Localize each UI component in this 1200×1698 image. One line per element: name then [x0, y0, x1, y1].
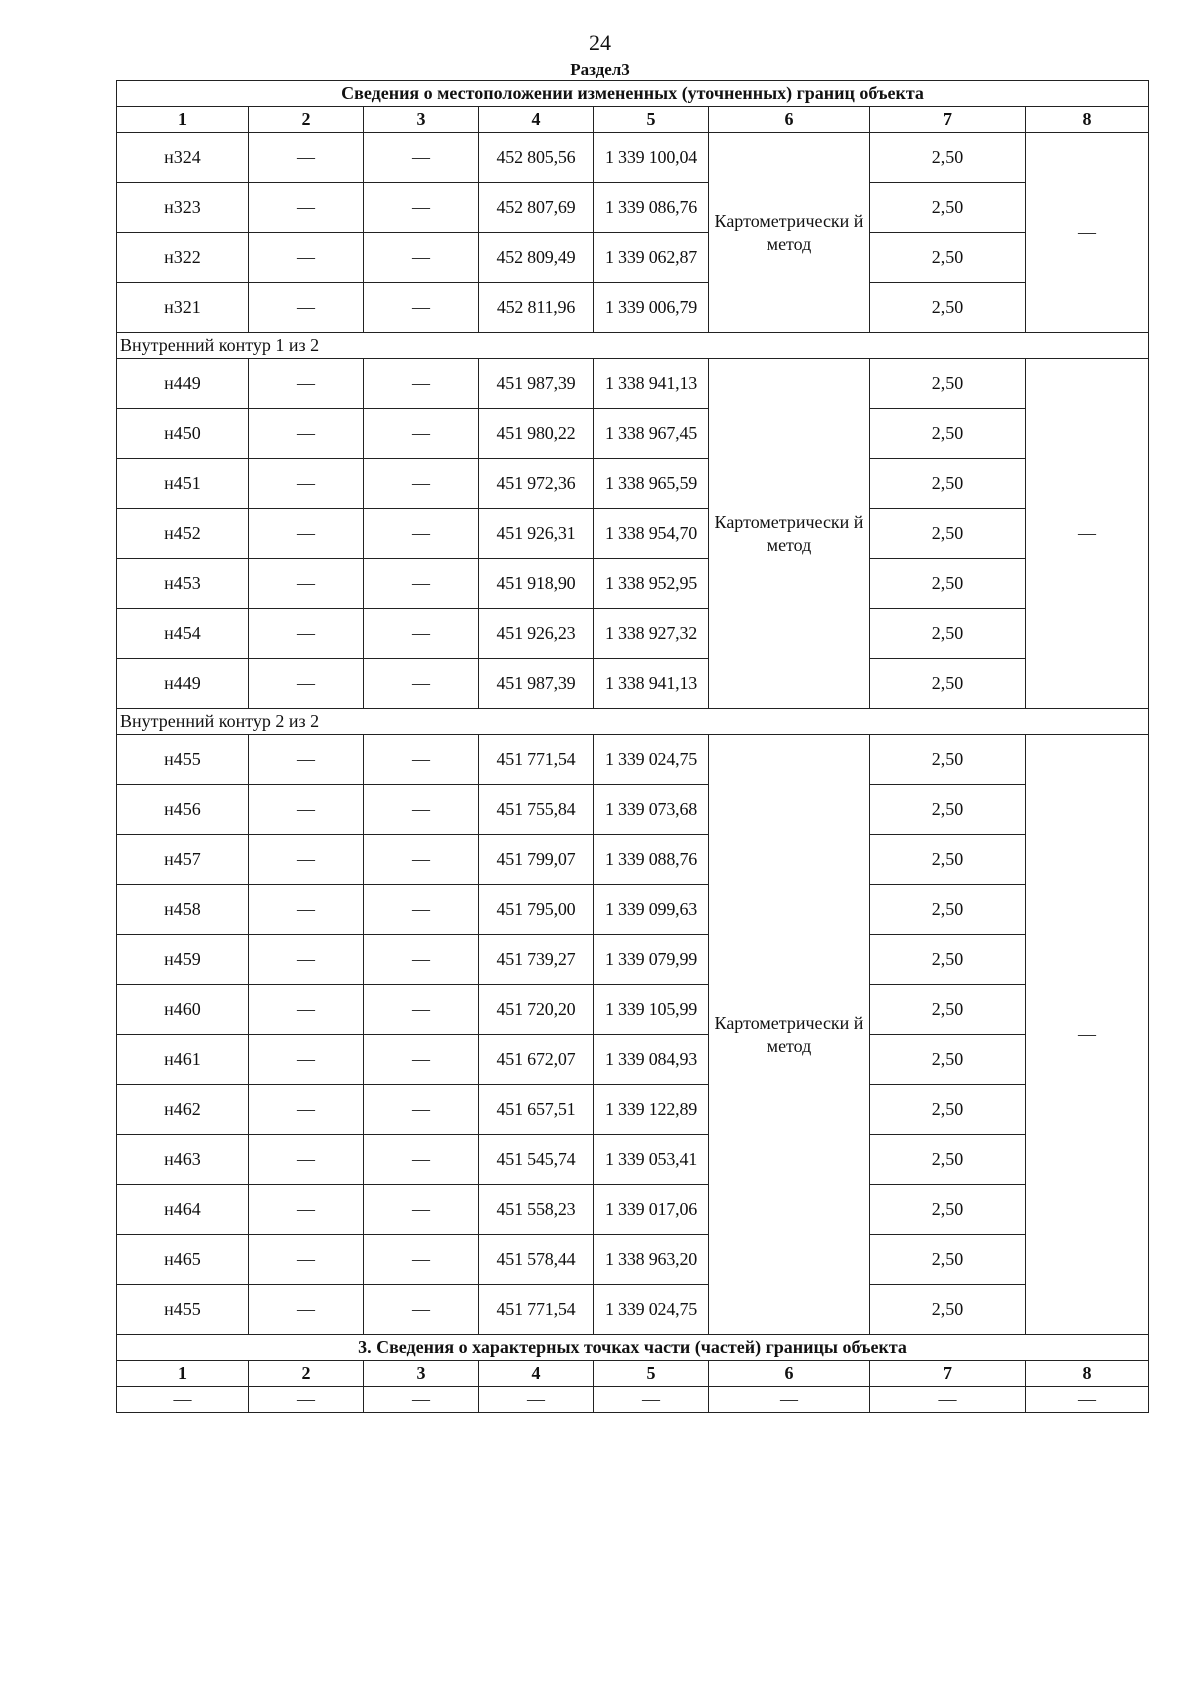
cell-dash: —	[364, 835, 479, 885]
coord-x: 451 755,84	[479, 785, 594, 835]
cell-dash: —	[249, 559, 364, 609]
coord-x: 452 809,49	[479, 233, 594, 283]
column-header: 6	[709, 1361, 870, 1387]
accuracy-value: 2,50	[870, 885, 1026, 935]
method-cell: Картометрически й метод	[709, 133, 870, 333]
column-header: 3	[364, 107, 479, 133]
coord-y: 1 339 024,75	[594, 735, 709, 785]
cell-dash: —	[709, 1387, 870, 1413]
coord-y: 1 338 967,45	[594, 409, 709, 459]
accuracy-value: 2,50	[870, 659, 1026, 709]
table-row	[117, 1185, 1149, 1235]
cell-dash: —	[364, 233, 479, 283]
point-name: н449	[117, 359, 249, 409]
cell-dash: —	[364, 735, 479, 785]
coord-y: 1 339 099,63	[594, 885, 709, 935]
section-title: Раздел3	[570, 60, 630, 79]
coord-y: 1 339 062,87	[594, 233, 709, 283]
cell-dash: —	[594, 1387, 709, 1413]
cell-dash: —	[364, 183, 479, 233]
cell-dash: —	[249, 359, 364, 409]
cell-dash: —	[870, 1387, 1026, 1413]
point-name: н463	[117, 1135, 249, 1185]
table-caption-row	[117, 81, 1149, 107]
coord-y: 1 339 084,93	[594, 1035, 709, 1085]
cell-dash: —	[364, 283, 479, 333]
accuracy-value: 2,50	[870, 1035, 1026, 1085]
table-row	[117, 785, 1149, 835]
coord-x: 451 578,44	[479, 1235, 594, 1285]
coord-y: 1 339 105,99	[594, 985, 709, 1035]
coord-y: 1 339 006,79	[594, 283, 709, 333]
table-row	[117, 659, 1149, 709]
cell-dash: —	[249, 459, 364, 509]
table-row	[117, 1135, 1149, 1185]
coord-y: 1 339 086,76	[594, 183, 709, 233]
coord-y: 1 339 079,99	[594, 935, 709, 985]
accuracy-value: 2,50	[870, 785, 1026, 835]
coord-y: 1 339 073,68	[594, 785, 709, 835]
accuracy-value: 2,50	[870, 133, 1026, 183]
cell-dash: —	[249, 233, 364, 283]
column-header: 6	[709, 107, 870, 133]
accuracy-value: 2,50	[870, 283, 1026, 333]
accuracy-value: 2,50	[870, 1135, 1026, 1185]
accuracy-value: 2,50	[870, 1185, 1026, 1235]
coord-y: 1 338 941,13	[594, 659, 709, 709]
point-name: н323	[117, 183, 249, 233]
coord-x: 451 926,23	[479, 609, 594, 659]
point-name: н452	[117, 509, 249, 559]
table-row	[117, 885, 1149, 935]
cell-dash: —	[249, 1387, 364, 1413]
accuracy-value: 2,50	[870, 609, 1026, 659]
point-name: н453	[117, 559, 249, 609]
column-header: 7	[870, 107, 1026, 133]
accuracy-value: 2,50	[870, 183, 1026, 233]
cell-dash: —	[364, 1235, 479, 1285]
coord-y: 1 338 941,13	[594, 359, 709, 409]
cell-dash: —	[364, 1387, 479, 1413]
point-name: н321	[117, 283, 249, 333]
coord-y: 1 338 952,95	[594, 559, 709, 609]
coord-y: 1 339 024,75	[594, 1285, 709, 1335]
accuracy-value: 2,50	[870, 559, 1026, 609]
accuracy-value: 2,50	[870, 1285, 1026, 1335]
coord-y: 1 339 053,41	[594, 1135, 709, 1185]
contour-label: Внутренний контур 1 из 2	[117, 333, 1149, 359]
point-name: н449	[117, 659, 249, 709]
accuracy-value: 2,50	[870, 835, 1026, 885]
column-header: 1	[117, 1361, 249, 1387]
coord-x: 451 980,22	[479, 409, 594, 459]
cell-dash: —	[364, 1085, 479, 1135]
section3-caption: 3. Сведения о характерных точках части (частей) границы объекта	[117, 1335, 1149, 1361]
table-row	[117, 835, 1149, 885]
cell-dash: —	[364, 785, 479, 835]
coord-x: 451 720,20	[479, 985, 594, 1035]
section3-empty-row	[117, 1387, 1149, 1413]
column-header: 5	[594, 107, 709, 133]
cell-dash: —	[364, 459, 479, 509]
coord-x: 452 807,69	[479, 183, 594, 233]
cell-dash: —	[364, 1035, 479, 1085]
cell-dash: —	[117, 1387, 249, 1413]
point-name: н460	[117, 985, 249, 1035]
coord-y: 1 339 122,89	[594, 1085, 709, 1135]
column-header: 1	[117, 107, 249, 133]
point-name: н462	[117, 1085, 249, 1135]
cell-dash: —	[249, 183, 364, 233]
point-name: н459	[117, 935, 249, 985]
cell-dash: —	[364, 885, 479, 935]
method-cell: Картометрически й метод	[709, 735, 870, 1335]
coord-x: 451 799,07	[479, 835, 594, 885]
column-header: 2	[249, 107, 364, 133]
cell-dash: —	[364, 659, 479, 709]
contour-subheader-row	[117, 709, 1149, 735]
coord-x: 451 657,51	[479, 1085, 594, 1135]
coord-y: 1 339 100,04	[594, 133, 709, 183]
coord-x: 451 918,90	[479, 559, 594, 609]
cell-dash: —	[364, 133, 479, 183]
boundary-points-table	[116, 80, 1149, 1413]
cell-dash: —	[1026, 1387, 1149, 1413]
accuracy-value: 2,50	[870, 459, 1026, 509]
table-row	[117, 1085, 1149, 1135]
accuracy-value: 2,50	[870, 1235, 1026, 1285]
coord-x: 451 672,07	[479, 1035, 594, 1085]
cell-dash: —	[364, 359, 479, 409]
column-header-row	[117, 107, 1149, 133]
col8-dash: —	[1026, 359, 1149, 709]
coord-y: 1 338 927,32	[594, 609, 709, 659]
point-name: н465	[117, 1235, 249, 1285]
table-row	[117, 233, 1149, 283]
point-name: н461	[117, 1035, 249, 1085]
column-header: 4	[479, 1361, 594, 1387]
accuracy-value: 2,50	[870, 985, 1026, 1035]
column-header: 5	[594, 1361, 709, 1387]
coord-x: 451 558,23	[479, 1185, 594, 1235]
column-header: 8	[1026, 107, 1149, 133]
coord-x: 451 771,54	[479, 735, 594, 785]
cell-dash: —	[249, 609, 364, 659]
table-row	[117, 1035, 1149, 1085]
cell-dash: —	[364, 559, 479, 609]
section3-column-header-row	[117, 1361, 1149, 1387]
col8-dash: —	[1026, 133, 1149, 333]
page-number: 24	[589, 30, 611, 55]
cell-dash: —	[364, 985, 479, 1035]
point-name: н464	[117, 1185, 249, 1235]
coord-x: 451 545,74	[479, 1135, 594, 1185]
column-header: 3	[364, 1361, 479, 1387]
table-row	[117, 133, 1149, 183]
coord-y: 1 338 963,20	[594, 1235, 709, 1285]
accuracy-value: 2,50	[870, 1085, 1026, 1135]
cell-dash: —	[364, 1285, 479, 1335]
point-name: н457	[117, 835, 249, 885]
cell-dash: —	[249, 1035, 364, 1085]
point-name: н451	[117, 459, 249, 509]
cell-dash: —	[249, 659, 364, 709]
contour-label: Внутренний контур 2 из 2	[117, 709, 1149, 735]
column-header: 4	[479, 107, 594, 133]
accuracy-value: 2,50	[870, 233, 1026, 283]
table-row	[117, 509, 1149, 559]
table-row	[117, 735, 1149, 785]
cell-dash: —	[249, 885, 364, 935]
point-name: н324	[117, 133, 249, 183]
coord-y: 1 338 965,59	[594, 459, 709, 509]
table-row	[117, 283, 1149, 333]
accuracy-value: 2,50	[870, 409, 1026, 459]
accuracy-value: 2,50	[870, 735, 1026, 785]
point-name: н458	[117, 885, 249, 935]
cell-dash: —	[249, 935, 364, 985]
table-row	[117, 459, 1149, 509]
cell-dash: —	[249, 1085, 364, 1135]
coord-x: 451 795,00	[479, 885, 594, 935]
coord-x: 451 987,39	[479, 359, 594, 409]
table-caption: Сведения о местоположении измененных (уточненных) границ объекта	[117, 81, 1149, 107]
cell-dash: —	[249, 1235, 364, 1285]
coord-y: 1 338 954,70	[594, 509, 709, 559]
table-row	[117, 409, 1149, 459]
cell-dash: —	[479, 1387, 594, 1413]
cell-dash: —	[249, 835, 364, 885]
cell-dash: —	[249, 133, 364, 183]
coord-y: 1 339 088,76	[594, 835, 709, 885]
cell-dash: —	[364, 509, 479, 559]
column-header: 7	[870, 1361, 1026, 1387]
table-row	[117, 935, 1149, 985]
coord-y: 1 339 017,06	[594, 1185, 709, 1235]
cell-dash: —	[249, 735, 364, 785]
method-cell: Картометрически й метод	[709, 359, 870, 709]
table-row	[117, 1285, 1149, 1335]
accuracy-value: 2,50	[870, 509, 1026, 559]
contour-subheader-row	[117, 333, 1149, 359]
cell-dash: —	[249, 283, 364, 333]
point-name: н455	[117, 735, 249, 785]
coord-x: 451 987,39	[479, 659, 594, 709]
table-row	[117, 985, 1149, 1035]
coord-x: 452 811,96	[479, 283, 594, 333]
coord-x: 451 926,31	[479, 509, 594, 559]
cell-dash: —	[249, 785, 364, 835]
section3-caption-row	[117, 1335, 1149, 1361]
table-row	[117, 559, 1149, 609]
point-name: н455	[117, 1285, 249, 1335]
cell-dash: —	[364, 609, 479, 659]
cell-dash: —	[364, 1185, 479, 1235]
accuracy-value: 2,50	[870, 935, 1026, 985]
cell-dash: —	[249, 409, 364, 459]
coord-x: 452 805,56	[479, 133, 594, 183]
coord-x: 451 739,27	[479, 935, 594, 985]
col8-dash: —	[1026, 735, 1149, 1335]
column-header: 2	[249, 1361, 364, 1387]
table-row	[117, 183, 1149, 233]
coord-x: 451 972,36	[479, 459, 594, 509]
cell-dash: —	[364, 935, 479, 985]
point-name: н450	[117, 409, 249, 459]
cell-dash: —	[249, 985, 364, 1035]
cell-dash: —	[249, 1285, 364, 1335]
table-row	[117, 359, 1149, 409]
cell-dash: —	[249, 1135, 364, 1185]
table-row	[117, 609, 1149, 659]
point-name: н456	[117, 785, 249, 835]
cell-dash: —	[249, 509, 364, 559]
cell-dash: —	[249, 1185, 364, 1235]
point-name: н454	[117, 609, 249, 659]
coord-x: 451 771,54	[479, 1285, 594, 1335]
column-header: 8	[1026, 1361, 1149, 1387]
cell-dash: —	[364, 409, 479, 459]
accuracy-value: 2,50	[870, 359, 1026, 409]
table-row	[117, 1235, 1149, 1285]
point-name: н322	[117, 233, 249, 283]
cell-dash: —	[364, 1135, 479, 1185]
